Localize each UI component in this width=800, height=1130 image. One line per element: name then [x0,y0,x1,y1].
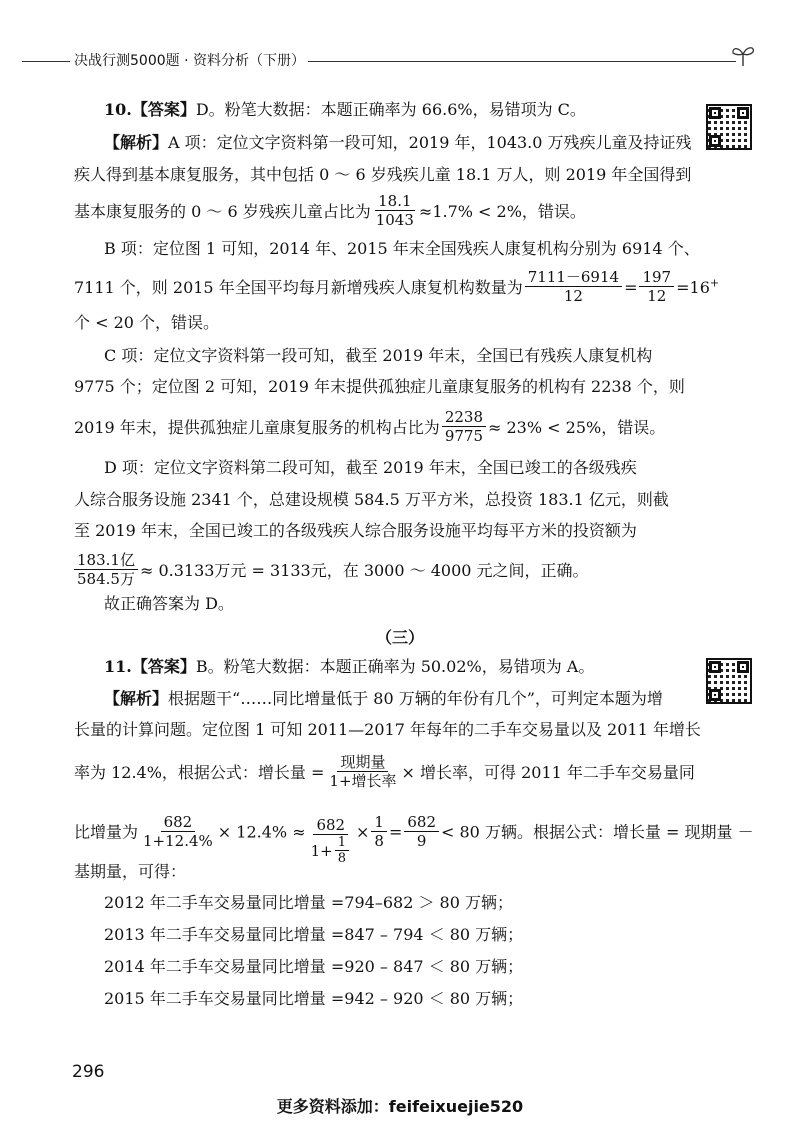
compound-fraction: 682 1+ $\frac{1}{8}$ [308,816,354,866]
qr-code[interactable] [706,104,752,150]
year-line: 2012 年二手车交易量同比增量 =794–682 ＞ 80 万辆； [104,893,513,912]
answer-tag: 10.【答案】 [104,100,196,119]
year-line: 2014 年二手车交易量同比增量 =920 – 847 ＜ 80 万辆； [104,957,524,976]
q10-analysis-c-line1: C 项：定位文字资料第一段可知，截至 2019 年末，全国已有残疾人康复机构 [104,346,653,365]
analysis-tag: 【解析】 [104,689,169,708]
q10-analysis-a-line1: 【解析】A 项：定位文字资料第一段可知，2019 年，1043.0 万残疾儿童及持证残 [104,133,692,152]
q11-analysis-line1: 【解析】根据题干“……同比增量低于 80 万辆的年份有几个”，可判定本题为增 [104,689,663,708]
fraction: $\frac{18.1}{1043}$ [375,192,414,229]
answer-tag: 11.【答案】 [104,657,196,676]
q10-analysis-b-line2: 7111 个，则 2015 年全国平均每月新增残疾人康复机构数量为 $\frac{7111-6914}{12}$ = $\frac{197}{12}$ =16+ [74,268,720,305]
q11-analysis-line4: 比增量为 $\frac{682}{1+12.4\%}$ × 12.4% ≈ 682 1+ $\frac{1}{8}$ × $\frac{1}{8}$ = $\frac{682}{9}$ < 80 万辆。根据公式：增长量 = 现期量 － [74,812,754,866]
year-line: 2015 年二手车交易量同比增量 =942 – 920 ＜ 80 万辆； [104,989,524,1008]
fraction: $\frac{197}{12}$ [639,268,674,305]
footer-note: 更多资料添加：feifeixuejie520 [276,1097,524,1116]
fraction: $\frac{1}{8}$ [371,813,387,850]
fraction: $\frac{\text{183.1亿}}{\text{584.5万}}$ [74,551,138,588]
fraction: $\frac{1}{8}$ [335,835,349,866]
q10-analysis-c-line3: 2019 年末，提供孤独症儿童康复服务的机构占比为 $\frac{2238}{9775}$ ≈ 23% < 25%，错误。 [74,408,666,445]
year-line: 2013 年二手车交易量同比增量 =847 – 794 ＜ 80 万辆； [104,925,524,944]
q11-analysis-line2: 长量的计算问题。定位图 1 可知 2011—2017 年每年的二手车交易量以及 2011 年增长 [74,720,701,739]
book-title: 决战行测5000题 · 资料分析（下册） [74,53,305,69]
fraction: $\frac{2238}{9775}$ [442,408,486,445]
qr-code[interactable] [706,658,752,704]
analysis-tag: 【解析】 [104,133,169,152]
q11-answer: 11.【答案】B。粉笔大数据：本题正确率为 50.02%，易错项为 A。 [104,657,595,676]
sprout-icon [730,42,756,66]
q10-analysis-d-line4: $\frac{\text{183.1亿}}{\text{584.5万}}$ ≈ 0.3133万元 = 3133元，在 3000 ～ 4000 元之间，正确。 [72,553,589,590]
q10-analysis-d-line1: D 项：定位文字资料第二段可知，截至 2019 年末，全国已竣工的各级残疾 [104,458,637,477]
section-title: （三） [375,628,424,647]
q10-conclusion: 故正确答案为 D。 [104,594,234,613]
q11-analysis-line5: 基期量，可得： [74,862,187,881]
q10-analysis-a-line3: 基本康复服务的 0 ～ 6 岁残疾儿童占比为 $\frac{18.1}{1043}$ ≈1.7% < 2%，错误。 [74,192,586,229]
fraction: $\frac{\text{现期量}}{\text{1+增长率}}$ [329,753,397,790]
fraction: $\frac{682}{9}$ [404,813,439,850]
q10-answer: 10.【答案】D。粉笔大数据：本题正确率为 66.6%，易错项为 C。 [104,100,586,119]
q10-analysis-c-line2: 9775 个；定位图 2 可知，2019 年末提供孤独症儿童康复服务的机构有 2238 个，则 [74,377,685,396]
fraction: $\frac{682}{1+12.4\%}$ [143,812,213,850]
q10-analysis-b-line1: B 项：定位图 1 可知，2014 年、2015 年末全国残疾人康复机构分别为 6914 个、 [104,239,700,258]
q10-analysis-d-line3: 至 2019 年末，全国已竣工的各级残疾人综合服务设施平均每平方米的投资额为 [74,521,637,540]
page-number: 296 [72,1062,105,1082]
header-rule-left [22,61,70,62]
q10-analysis-a-line2: 疾人得到基本康复服务，其中包括 0 ～ 6 岁残疾儿童 18.1 万人，则 2019 年全国得到 [74,165,692,184]
header-rule-right [308,61,736,62]
q11-analysis-line3: 率为 12.4%，根据公式：增长量 = $\frac{\text{现期量}}{\text{1+增长率}}$ × 增长率，可得 2011 年二手车交易量同 [74,753,695,790]
q10-analysis-b-line3: 个 < 20 个，错误。 [74,313,220,332]
q10-analysis-d-line2: 人综合服务设施 2341 个，总建设规模 584.5 万平方米，总投资 183.1 亿元，则截 [74,490,669,509]
fraction: $\frac{7111-6914}{12}$ [525,268,622,305]
